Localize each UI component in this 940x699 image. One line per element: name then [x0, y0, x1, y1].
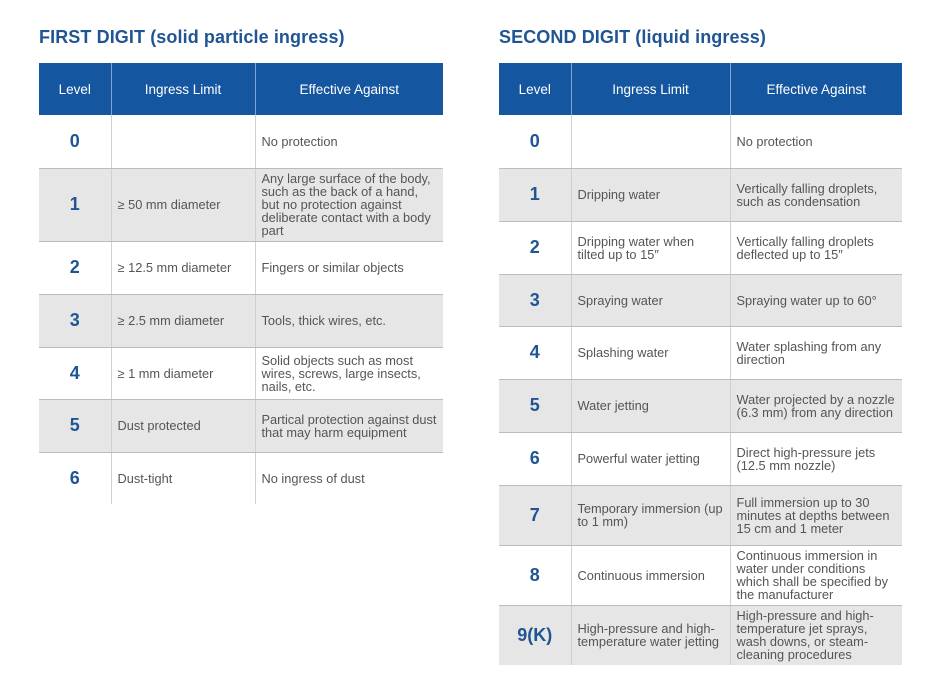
table-row	[39, 241, 443, 294]
level-cell: 9(K)	[499, 605, 571, 665]
effective-against-cell: Continuous immersion in water under conditions which shall be specified by the manufacturer	[730, 545, 902, 605]
effective-against-cell: Vertically falling droplets deflected up to 15″	[730, 221, 902, 274]
second-digit-title: SECOND DIGIT (liquid ingress)	[499, 27, 766, 47]
effective-against-cell: Full immersion up to 30 minutes at depths between 15 cm and 1 meter	[730, 485, 902, 545]
table-row	[39, 115, 443, 168]
effective-against-cell: Any large surface of the body, such as the back of a hand, but no protection against deliberate contact with a body part	[255, 168, 443, 241]
level-cell: 2	[499, 221, 571, 274]
table-row	[499, 326, 902, 379]
table-row	[499, 221, 902, 274]
effective-against-cell: High-pressure and high-temperature jet sprays, wash downs, or steam-cleaning procedures	[730, 605, 902, 665]
table-header-row	[39, 63, 443, 115]
header-ingress-limit: Ingress Limit	[571, 63, 730, 115]
effective-against-cell: No protection	[730, 115, 902, 168]
effective-against-cell: No ingress of dust	[255, 452, 443, 504]
first-digit-title: FIRST DIGIT (solid particle ingress)	[39, 27, 345, 47]
level-cell: 1	[499, 168, 571, 221]
level-cell: 3	[499, 274, 571, 326]
level-cell: 2	[39, 241, 111, 294]
table-header-row	[499, 63, 902, 115]
ingress-limit-cell: Powerful water jetting	[571, 432, 730, 485]
effective-against-cell: Fingers or similar objects	[255, 241, 443, 294]
ingress-limit-cell: ≥ 1 mm diameter	[111, 347, 255, 399]
header-ingress-limit: Ingress Limit	[111, 63, 255, 115]
ingress-limit-cell: Dripping water when tilted up to 15″	[571, 221, 730, 274]
first-digit-table	[39, 63, 443, 504]
header-level: Level	[499, 63, 571, 115]
table-row	[39, 294, 443, 347]
table-row	[499, 168, 902, 221]
table-row	[499, 379, 902, 432]
effective-against-cell: Water projected by a nozzle (6.3 mm) from any direction	[730, 379, 902, 432]
ingress-limit-cell: Dripping water	[571, 168, 730, 221]
table-row	[499, 485, 902, 545]
effective-against-cell: Water splashing from any direction	[730, 326, 902, 379]
level-cell: 0	[499, 115, 571, 168]
ingress-limit-cell: Splashing water	[571, 326, 730, 379]
ingress-limit-cell: Spraying water	[571, 274, 730, 326]
level-cell: 6	[499, 432, 571, 485]
table-row	[39, 399, 443, 452]
level-cell: 1	[39, 168, 111, 241]
table-row	[499, 545, 902, 605]
effective-against-cell: Vertically falling droplets, such as condensation	[730, 168, 902, 221]
level-cell: 3	[39, 294, 111, 347]
effective-against-cell: Solid objects such as most wires, screws, large insects, nails, etc.	[255, 347, 443, 399]
header-effective-against: Effective Against	[255, 63, 443, 115]
table-row	[499, 274, 902, 326]
ingress-limit-cell: Dust protected	[111, 399, 255, 452]
table-row	[39, 452, 443, 504]
first-digit-section	[39, 24, 443, 504]
ingress-limit-cell: Temporary immersion (up to 1 mm)	[571, 485, 730, 545]
effective-against-cell: Direct high-pressure jets (12.5 mm nozzle)	[730, 432, 902, 485]
effective-against-cell: No protection	[255, 115, 443, 168]
table-row	[499, 432, 902, 485]
level-cell: 4	[39, 347, 111, 399]
header-effective-against: Effective Against	[730, 63, 902, 115]
level-cell: 6	[69, 467, 80, 488]
header-level: Level	[39, 63, 111, 115]
effective-against-cell: Partical protection against dust that may harm equipment	[255, 399, 443, 452]
second-digit-section	[499, 24, 902, 665]
level-cell: 0	[39, 115, 111, 168]
effective-against-cell: Tools, thick wires, etc.	[255, 294, 443, 347]
ingress-limit-cell: Dust-tight	[111, 452, 255, 504]
table-row	[499, 115, 902, 168]
ingress-limit-cell: ≥ 50 mm diameter	[111, 168, 255, 241]
ingress-limit-cell: Water jetting	[571, 379, 730, 432]
ingress-limit-cell	[111, 115, 255, 168]
table-row	[39, 168, 443, 241]
level-cell: 7	[499, 485, 571, 545]
table-row	[39, 347, 443, 399]
level-cell: 8	[499, 545, 571, 605]
ingress-limit-cell: Continuous immersion	[571, 545, 730, 605]
ingress-limit-cell: High-pressure and high-temperature water jetting	[571, 605, 730, 665]
table-row	[499, 605, 902, 665]
level-cell: 5	[39, 399, 111, 452]
ingress-limit-cell: ≥ 12.5 mm diameter	[111, 241, 255, 294]
level-cell: 5	[499, 379, 571, 432]
level-cell: 4	[499, 326, 571, 379]
ingress-limit-cell	[571, 115, 730, 168]
ingress-limit-cell: ≥ 2.5 mm diameter	[111, 294, 255, 347]
effective-against-cell: Spraying water up to 60°	[730, 274, 902, 326]
second-digit-table	[499, 63, 902, 665]
